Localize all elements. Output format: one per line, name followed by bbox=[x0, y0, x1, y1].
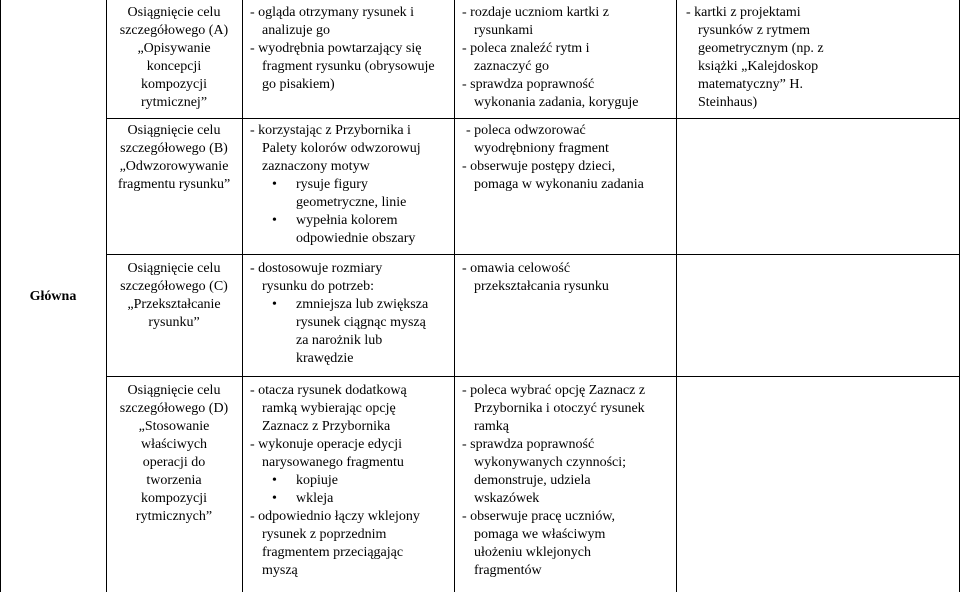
row-border-1 bbox=[106, 118, 959, 119]
teacher-line: zaznaczyć go bbox=[474, 59, 549, 74]
objective-line: Osiągnięcie celu bbox=[127, 383, 221, 398]
teacher-line: - rozdaje uczniom kartki z bbox=[462, 5, 609, 20]
student-bullet-item: • zmniejsza lub zwiększa bbox=[250, 296, 450, 314]
row-border-2 bbox=[106, 254, 959, 255]
materials-line: matematyczny” H. bbox=[698, 77, 803, 92]
teacher-line: ułożeniu wklejonych bbox=[474, 545, 592, 560]
objective-line: Osiągnięcie celu bbox=[127, 5, 221, 20]
teacher-line: - obserwuje pracę uczniów, bbox=[462, 509, 616, 524]
objective-cell-a bbox=[106, 4, 242, 112]
student-line: krawędzie bbox=[296, 351, 354, 366]
student-line: myszą bbox=[262, 563, 298, 578]
objective-line: „Stosowanie bbox=[138, 419, 210, 434]
student-line: fragment rysunku (obrysowuje bbox=[262, 59, 435, 74]
teacher-line: wykonywanych czynności; bbox=[474, 455, 627, 470]
objective-line: Osiągnięcie celu bbox=[127, 261, 221, 276]
student-line: analizuje go bbox=[262, 23, 331, 38]
teacher-line: - obserwuje postępy dzieci, bbox=[462, 159, 616, 174]
teacher-line: - sprawdza poprawność bbox=[462, 437, 595, 452]
objective-line: „Przekształcanie bbox=[127, 297, 221, 312]
teacher-line: - omawia celowość bbox=[462, 261, 571, 276]
student-line: go pisakiem) bbox=[262, 77, 335, 92]
student-line: rysunek ciągnąc myszą bbox=[296, 315, 426, 330]
student-cell-d bbox=[250, 382, 450, 580]
teacher-line: wykonania zadania, koryguje bbox=[474, 95, 639, 110]
student-line: Zaznacz z Przybornika bbox=[262, 419, 391, 434]
student-bullet-item: • wkleja bbox=[250, 490, 450, 508]
teacher-cell-a bbox=[462, 4, 674, 112]
student-line: zaznaczony motyw bbox=[262, 159, 370, 174]
teacher-line: pomaga we właściwym bbox=[474, 527, 606, 542]
materials-line: Steinhaus) bbox=[698, 95, 758, 110]
table-divider-3 bbox=[454, 0, 455, 592]
student-bullet-item: • wypełnia kolorem bbox=[250, 212, 450, 230]
student-line: - korzystając z Przybornika i bbox=[250, 123, 411, 138]
student-line: narysowanego fragmentu bbox=[262, 455, 404, 470]
teacher-line: wskazówek bbox=[474, 491, 540, 506]
student-line: Palety kolorów odwzorowuj bbox=[262, 141, 421, 156]
student-line: - otacza rysunek dodatkową bbox=[250, 383, 407, 398]
student-line: ramką wybierając opcję bbox=[262, 401, 396, 416]
student-line: fragmentem przeciągając bbox=[262, 545, 404, 560]
objective-line: koncepcji bbox=[146, 59, 202, 74]
materials-cell-a bbox=[686, 4, 956, 112]
teacher-line: ramką bbox=[474, 419, 509, 434]
student-bullet-item: • rysuje figury bbox=[250, 176, 450, 194]
student-cell-c bbox=[250, 260, 450, 368]
teacher-line: fragmentów bbox=[474, 563, 542, 578]
student-line: - dostosowuje rozmiary bbox=[250, 261, 383, 276]
student-bullet-item: • kopiuje bbox=[250, 472, 450, 490]
objective-line: rysunku” bbox=[148, 315, 200, 330]
student-line: rysunek z poprzednim bbox=[262, 527, 387, 542]
table-divider-2 bbox=[242, 0, 243, 592]
objective-line: szczegółowego (D) bbox=[119, 401, 229, 416]
materials-line: rysunków z rytmem bbox=[698, 23, 810, 38]
objective-line: kompozycji bbox=[140, 491, 208, 506]
student-line: - odpowiednio łączy wklejony bbox=[250, 509, 420, 524]
table-divider-4 bbox=[676, 0, 677, 592]
teacher-line: - poleca znaleźć rytm i bbox=[462, 41, 590, 56]
student-cell-a bbox=[250, 4, 450, 94]
teacher-line: przekształcania rysunku bbox=[474, 279, 609, 294]
objective-cell-d bbox=[106, 382, 242, 526]
materials-line: - kartki z projektami bbox=[686, 5, 801, 20]
row-border-3 bbox=[106, 376, 959, 377]
objective-line: fragmentu rysunku” bbox=[117, 177, 231, 192]
objective-line: rytmicznych” bbox=[135, 509, 213, 524]
student-line: - ogląda otrzymany rysunek i bbox=[250, 5, 415, 20]
objective-line: szczegółowego (C) bbox=[120, 279, 228, 294]
student-line: - wykonuje operacje edycji bbox=[250, 437, 402, 452]
student-line: - wyodrębnia powtarzający się bbox=[250, 41, 422, 56]
objective-line: tworzenia bbox=[146, 473, 202, 488]
teacher-cell-d bbox=[462, 382, 674, 580]
teacher-cell-c bbox=[462, 260, 674, 296]
teacher-line: pomaga w wykonaniu zadania bbox=[474, 177, 644, 192]
objective-line: szczegółowego (B) bbox=[120, 141, 228, 156]
objective-line: „Opisywanie bbox=[137, 41, 211, 56]
objective-line: operacji do bbox=[142, 455, 206, 470]
objective-line: „Odwzorowywanie bbox=[119, 159, 229, 174]
materials-line: geometrycznym (np. z bbox=[698, 41, 824, 56]
student-line: geometryczne, linie bbox=[296, 195, 407, 210]
student-line: za narożnik lub bbox=[296, 333, 383, 348]
teacher-line: - sprawdza poprawność bbox=[462, 77, 595, 92]
teacher-line: rysunkami bbox=[474, 23, 534, 38]
teacher-cell-b bbox=[462, 122, 674, 194]
student-line: rysunku do potrzeb: bbox=[262, 279, 374, 294]
objective-line: kompozycji bbox=[140, 77, 208, 92]
teacher-line: - poleca odwzorować bbox=[466, 123, 586, 138]
objective-line: właściwych bbox=[140, 437, 208, 452]
objective-line: szczegółowego (A) bbox=[119, 23, 229, 38]
teacher-line: - poleca wybrać opcję Zaznacz z bbox=[462, 383, 646, 398]
objective-line: Osiągnięcie celu bbox=[127, 123, 221, 138]
materials-line: książki „Kalejdoskop bbox=[698, 59, 819, 74]
objective-line: rytmicznej” bbox=[140, 95, 208, 110]
main-row-label: Główna bbox=[29, 289, 77, 304]
teacher-line: wyodrębniony fragment bbox=[474, 141, 609, 156]
student-cell-b bbox=[250, 122, 450, 248]
teacher-line: demonstruje, udziela bbox=[474, 473, 591, 488]
teacher-line: Przybornika i otoczyć rysunek bbox=[474, 401, 645, 416]
objective-cell-c bbox=[106, 260, 242, 332]
student-line: odpowiednie obszary bbox=[296, 231, 416, 246]
objective-cell-b bbox=[106, 122, 242, 194]
